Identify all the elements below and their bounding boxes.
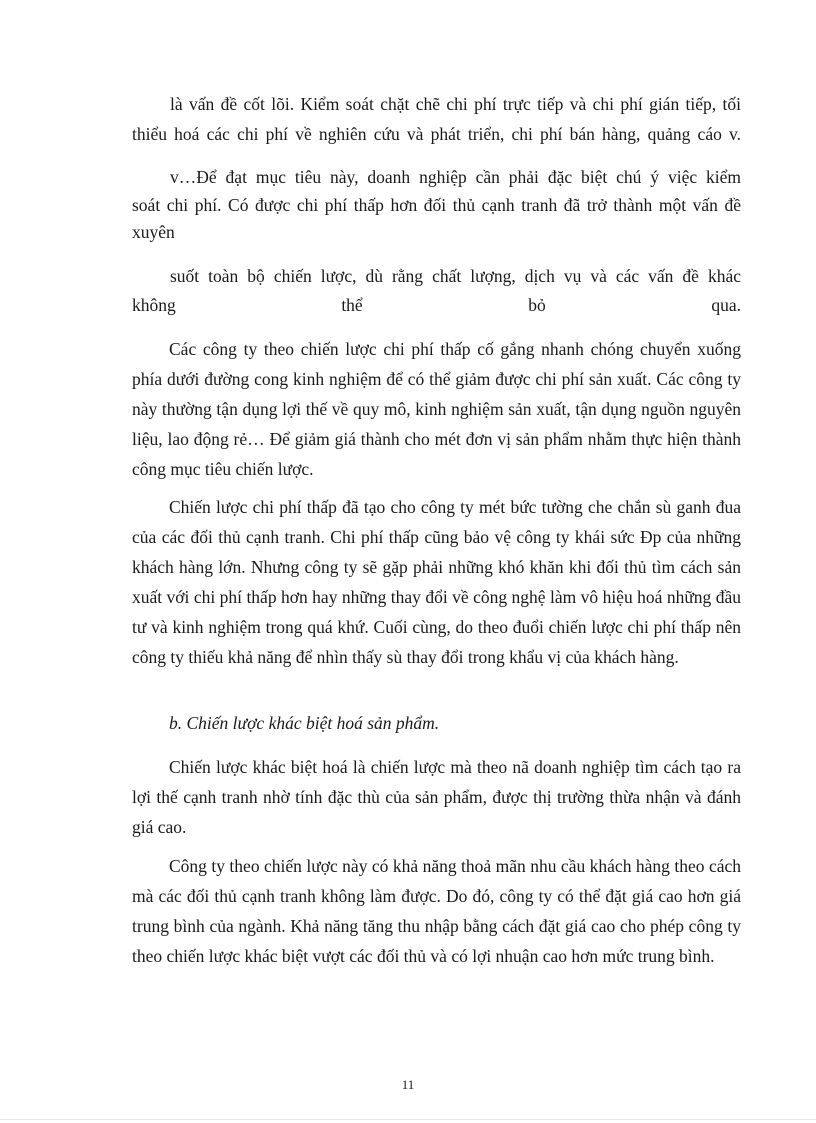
section-subheading: b. Chiến lược khác biệt hoá sản phẩm.	[169, 713, 440, 733]
body-paragraph: Các công ty theo chiến lược chi phí thấp cố gắng nhanh chóng chuyển xuống phía dưới đường cong kinh nghiệm để có thể giảm được chi phí sản xuất. Các công ty này thường tận dụng lợi thế về quy mô, kinh nghiệm sản xuất, tận dụng nguồn nguyên liệu, lao động rẻ… Để giảm giá thành cho mét đơn vị sản phẩm nhằm thực hiện thành công mục tiêu chiến lược.	[132, 339, 741, 479]
body-line: v…Để đạt mục tiêu này, doanh nghiệp cần phải đặc biệt chú ý việc kiểm	[170, 167, 741, 187]
body-line: không thể bỏ qua.	[132, 295, 741, 315]
body-paragraph: Công ty theo chiến lược này có khả năng thoả mãn nhu cầu khách hàng theo cách mà các đối thủ cạnh tranh không làm được. Do đó, công ty có thể đặt giá cao hơn giá trung bình của ngành. Khả năng tăng thu nhập bằng cách đặt giá cao cho phép công ty theo chiến lược khác biệt vượt các đối thủ và có lợi nhuận cao hơn mức trung bình.	[132, 856, 741, 966]
body-line: suốt toàn bộ chiến lược, dù rằng chất lượng, dịch vụ và các vấn đề khác	[170, 266, 741, 286]
body-line: là vấn đề cốt lõi. Kiểm soát chặt chẽ chi phí trực tiếp và chi phí gián tiếp, tối	[170, 94, 741, 114]
body-line: xuyên	[132, 222, 175, 242]
body-line: soát chi phí. Có được chi phí thấp hơn đối thủ cạnh tranh đã trở thành một vấn đề	[132, 195, 741, 215]
page-number: 11	[401, 1077, 415, 1092]
body-line: thiểu hoá các chi phí về nghiên cứu và phát triển, chi phí bán hàng, quảng cáo v.	[132, 124, 741, 144]
body-paragraph: Chiến lược chi phí thấp đã tạo cho công ty mét bức tường che chắn sù ganh đua của các đối thủ cạnh tranh. Chi phí thấp cũng bảo vệ công ty khái sức Đp của những khách hàng lớn. Nhưng công ty sẽ gặp phải những khó khăn khi đối thủ tìm cách sản xuất với chi phí thấp hơn hay những thay đổi về công nghệ làm vô hiệu hoá những đầu tư và kinh nghiệm trong quá khứ. Cuối cùng, do theo đuổi chiến lược chi phí thấp nên công ty thiếu khả năng để nhìn thấy sù thay đổi trong khẩu vị của khách hàng.	[132, 497, 741, 667]
body-paragraph: Chiến lược khác biệt hoá là chiến lược mà theo nã doanh nghiệp tìm cách tạo ra lợi thế cạnh tranh nhờ tính đặc thù của sản phẩm, được thị trường thừa nhận và đánh giá cao.	[132, 757, 741, 837]
page-bottom-divider	[0, 1119, 816, 1120]
